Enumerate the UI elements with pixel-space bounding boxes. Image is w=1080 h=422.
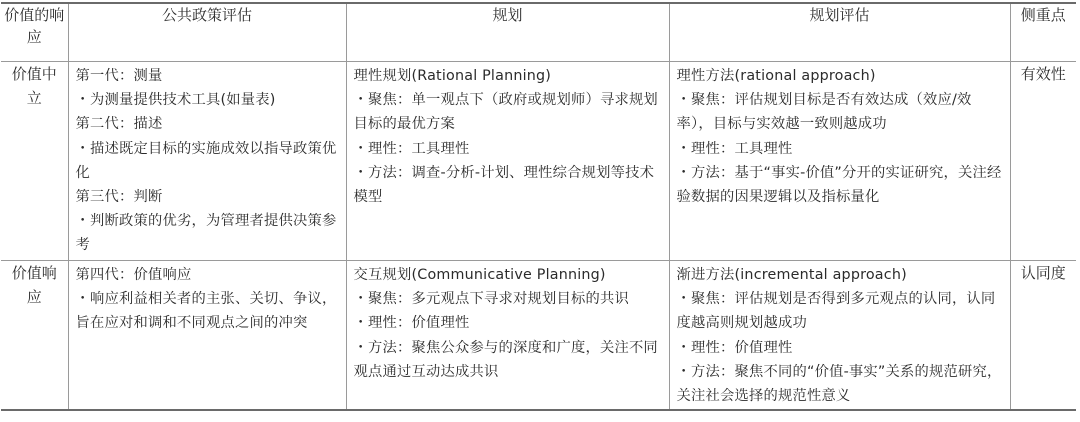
table-row: [1, 62, 1076, 261]
text-line: ・为测量提供技术工具(如量表): [75, 92, 276, 109]
header-planning-evaluation: 规划评估: [669, 3, 1010, 62]
text-line: ・理性：工具理性: [676, 140, 793, 157]
text-line: ・方法：聚焦不同的“价值-事实”关系的规范研究，关注社会选择的规范性意义: [676, 363, 1002, 405]
text-line: ・响应利益相关者的主张、关切、争议，旨在应对和调和不同观点之间的冲突: [75, 291, 337, 332]
table-row: [1, 261, 1076, 411]
header-planning: 规划: [346, 3, 669, 62]
text-line: 渐进方法(incremental approach): [676, 267, 907, 283]
text-line: ・理性：价值理性: [353, 315, 470, 332]
text-line: ・理性：价值理性: [676, 339, 793, 356]
text-line: ・聚焦：多元观点下寻求对规划目标的共识: [353, 291, 629, 308]
text-line: ・方法：调查-分析-计划、理性综合规划等技术模型: [353, 164, 655, 206]
header-value-response: 价值的响应: [1, 3, 68, 62]
emphasis-cell: 有效性: [1010, 62, 1076, 261]
header-public-policy-evaluation: 公共政策评估: [68, 3, 346, 62]
text-line: ・理性：工具理性: [353, 140, 470, 157]
planning-cell: [346, 261, 669, 411]
text-line: 第二代：描述: [75, 116, 163, 133]
table-header-row: [1, 3, 1076, 62]
text-line: ・方法：基于“事实-价值”分开的实证研究，关注经验数据的因果逻辑以及指标量化: [676, 164, 1002, 206]
planning-cell: [346, 62, 669, 261]
header-emphasis: 侧重点: [1010, 3, 1076, 62]
planning-evaluation-cell: [669, 261, 1010, 411]
public-policy-cell: [68, 261, 346, 411]
public-policy-cell: [68, 62, 346, 261]
planning-evaluation-cell: [669, 62, 1010, 261]
policy-evaluation-table: [1, 2, 1076, 411]
emphasis-cell: 认同度: [1010, 261, 1076, 411]
text-line: 理性方法(rational approach): [676, 68, 876, 84]
text-line: ・判断政策的优劣，为管理者提供决策参考: [75, 213, 337, 254]
text-line: 第三代：判断: [75, 189, 163, 206]
text-line: 理性规划(Rational Planning): [353, 68, 552, 84]
text-line: 第四代：价值响应: [75, 267, 192, 283]
text-line: ・聚焦：评估规划是否得到多元观点的认同，认同度越高则规划越成功: [676, 291, 996, 332]
text-line: 交互规划(Communicative Planning): [353, 267, 606, 283]
row-label: 价值响应: [1, 261, 68, 411]
text-line: ・方法：聚焦公众参与的深度和广度，关注不同观点通过互动达成共识: [353, 339, 658, 380]
text-line: ・聚焦：单一观点下（政府或规划师）寻求规划目标的最优方案: [353, 92, 658, 133]
text-line: 第一代：测量: [75, 68, 163, 84]
text-line: ・聚焦：评估规划目标是否有效达成（效应/效率），目标与实效越一致则越成功: [676, 92, 972, 133]
row-label: 价值中立: [1, 62, 68, 261]
text-line: ・描述既定目标的实施成效以指导政策优化: [75, 140, 337, 181]
